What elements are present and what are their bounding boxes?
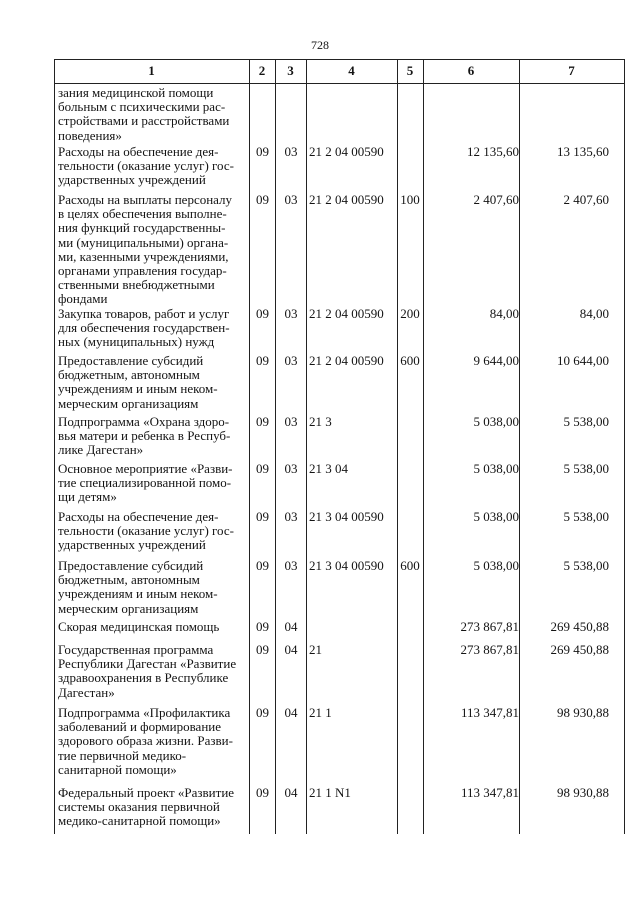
section-code: 09 [256, 558, 269, 573]
amount-col7: 5 538,00 [563, 558, 609, 573]
subsection-code: 03 [284, 353, 298, 368]
target-article-code: 21 2 04 00590 [309, 192, 384, 207]
description-line: Подпрограмма «Профилактика [58, 705, 231, 720]
description-line: ударственных учреждений [58, 172, 206, 188]
target-article-code: 21 3 04 00590 [309, 509, 384, 524]
description-line: ми, казенными учреждениями, [58, 248, 229, 264]
description-line: тие первичной медико- [58, 747, 187, 763]
page-number: 728 [311, 38, 329, 52]
subsection-code: 04 [284, 619, 298, 634]
row-description [58, 415, 246, 458]
row-description [58, 643, 246, 700]
description-line: тельности (оказание услуг) гос- [58, 523, 234, 539]
description-line: фондами [58, 291, 108, 307]
amount-col7: 269 450,88 [550, 619, 609, 634]
subsection-code: 03 [284, 192, 298, 207]
row-description [58, 354, 246, 411]
description-line: Республики Дагестан «Развитие [58, 656, 237, 672]
description-line: Скорая медицинская помощь [58, 619, 220, 634]
amount-col6: 5 038,00 [473, 509, 519, 524]
row-description [58, 307, 246, 350]
column-header: 3 [287, 63, 294, 78]
description-line: Подпрограмма «Охрана здоро- [58, 414, 230, 429]
subsection-code: 03 [284, 461, 298, 476]
target-article-code: 21 2 04 00590 [309, 353, 384, 368]
description-line: мерческим организациям [58, 395, 199, 411]
subsection-code: 04 [284, 705, 298, 720]
section-code: 09 [256, 414, 269, 429]
amount-col7: 5 538,00 [563, 509, 609, 524]
description-line: щи детям» [58, 489, 117, 505]
section-code: 09 [256, 785, 269, 800]
amount-col6: 2 407,60 [473, 192, 519, 207]
subsection-code: 03 [284, 509, 298, 524]
expense-type-code: 200 [400, 306, 420, 321]
row-description [58, 786, 246, 829]
subsection-code: 04 [284, 785, 298, 800]
amount-col6: 9 644,00 [473, 353, 519, 368]
section-code: 09 [256, 619, 269, 634]
row-description [58, 462, 246, 505]
section-code: 09 [256, 509, 269, 524]
description-line: ния функций государственны- [58, 220, 226, 236]
description-line: тельности (оказание услуг) гос- [58, 158, 234, 174]
description-line: медико-санитарной помощи» [58, 813, 221, 829]
column-header: 2 [258, 63, 266, 78]
amount-col7: 13 135,60 [557, 144, 609, 159]
description-line: стройствами и расстройствами [58, 113, 230, 129]
description-line: Дагестан» [58, 684, 115, 700]
amount-col6: 113 347,81 [460, 705, 519, 720]
target-article-code: 21 3 [309, 414, 332, 429]
description-line: вья матери и ребенка в Респуб- [58, 428, 231, 444]
description-line: Расходы на выплаты персоналу [58, 192, 233, 207]
column-header: 5 [406, 63, 414, 78]
amount-col7: 5 538,00 [563, 461, 609, 476]
target-article-code: 21 1 [309, 705, 332, 720]
row-description [58, 559, 246, 616]
subsection-code: 03 [284, 558, 298, 573]
description-line: Закупка товаров, работ и услуг [58, 306, 230, 321]
target-article-code: 21 1 N1 [309, 785, 351, 800]
row-description [58, 86, 246, 143]
row-description [58, 193, 246, 307]
description-line: органами управления государ- [58, 263, 227, 279]
description-line: бюджетным, автономным [58, 572, 200, 588]
subsection-code: 03 [284, 306, 298, 321]
column-border [624, 59, 625, 834]
description-line: больным с психическими рас- [58, 99, 226, 115]
amount-col6: 5 038,00 [473, 461, 519, 476]
table-header-rule [54, 83, 624, 84]
column-header: 1 [148, 63, 155, 78]
description-line: здравоохранения в Республике [58, 670, 229, 686]
section-code: 09 [256, 306, 269, 321]
amount-col7: 10 644,00 [557, 353, 609, 368]
amount-col6: 273 867,81 [460, 619, 519, 634]
section-code: 09 [256, 705, 269, 720]
description-line: учреждениям и иным неком- [58, 586, 218, 602]
amount-col6: 113 347,81 [460, 785, 519, 800]
subsection-code: 04 [284, 642, 298, 657]
description-line: поведения» [58, 127, 122, 143]
description-line: системы оказания первичной [58, 799, 220, 815]
subsection-code: 03 [284, 144, 298, 159]
column-border [54, 59, 55, 834]
row-description [58, 620, 246, 634]
section-code: 09 [256, 144, 269, 159]
amount-col7: 98 930,88 [557, 785, 609, 800]
description-line: зания медицинской помощи [58, 85, 214, 100]
amount-col7: 269 450,88 [550, 642, 609, 657]
amount-col6: 5 038,00 [473, 414, 519, 429]
row-description [58, 145, 246, 188]
section-code: 09 [256, 192, 269, 207]
expense-type-code: 600 [400, 353, 420, 368]
description-line: ных (муниципальных) нужд [58, 334, 215, 350]
target-article-code: 21 3 04 00590 [309, 558, 384, 573]
amount-col7: 2 407,60 [563, 192, 609, 207]
description-line: мерческим организациям [58, 600, 199, 616]
description-line: Предоставление субсидий [58, 353, 204, 368]
description-line: заболеваний и формирование [58, 719, 222, 735]
description-line: санитарной помощи» [58, 761, 177, 777]
amount-col6: 84,00 [489, 306, 519, 321]
row-description [58, 510, 246, 553]
amount-col7: 98 930,88 [557, 705, 609, 720]
description-line: в целях обеспечения выполне- [58, 206, 227, 222]
description-line: ударственных учреждений [58, 537, 206, 553]
subsection-code: 03 [284, 414, 298, 429]
amount-col6: 5 038,00 [473, 558, 519, 573]
description-line: Расходы на обеспечение дея- [58, 509, 219, 524]
target-article-code: 21 2 04 00590 [309, 306, 384, 321]
description-line: для обеспечения государствен- [58, 320, 230, 336]
expense-type-code: 600 [400, 558, 420, 573]
section-code: 09 [256, 461, 269, 476]
column-header: 6 [467, 63, 475, 78]
amount-col7: 84,00 [579, 306, 609, 321]
description-line: Государственная программа [58, 642, 214, 657]
table-top-rule [54, 59, 624, 60]
expense-type-code: 100 [400, 192, 420, 207]
description-line: Основное мероприятие «Разви- [58, 461, 233, 476]
row-description [58, 706, 246, 777]
description-line: здорового образа жизни. Разви- [58, 733, 233, 749]
description-line: Федеральный проект «Развитие [58, 785, 235, 800]
description-line: учреждениям и иным неком- [58, 381, 218, 397]
description-line: Расходы на обеспечение дея- [58, 144, 219, 159]
column-header: 4 [348, 63, 355, 78]
column-header: 7 [568, 63, 575, 78]
target-article-code: 21 2 04 00590 [309, 144, 384, 159]
section-code: 09 [256, 642, 269, 657]
description-line: лике Дагестан» [58, 442, 144, 458]
description-line: ственными внебюджетными [58, 277, 215, 293]
section-code: 09 [256, 353, 269, 368]
target-article-code: 21 3 04 [309, 461, 348, 476]
description-line: Предоставление субсидий [58, 558, 204, 573]
description-line: бюджетным, автономным [58, 367, 200, 383]
amount-col6: 273 867,81 [460, 642, 519, 657]
description-line: ми (муниципальными) органа- [58, 234, 229, 250]
amount-col6: 12 135,60 [467, 144, 519, 159]
description-line: тие специализированной помо- [58, 475, 232, 491]
amount-col7: 5 538,00 [563, 414, 609, 429]
target-article-code: 21 [309, 642, 322, 657]
column-border [306, 59, 307, 834]
